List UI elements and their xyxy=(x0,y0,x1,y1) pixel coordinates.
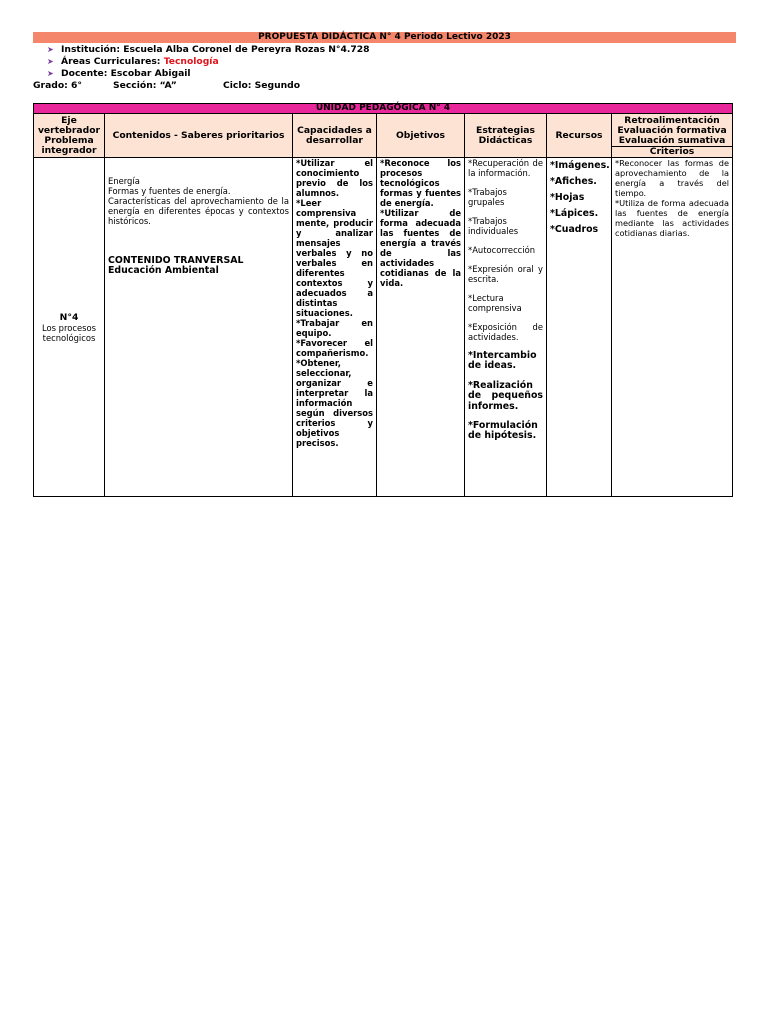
header-recursos: Recursos xyxy=(547,114,612,158)
contenido-item: Energía xyxy=(108,176,140,186)
arrow-bullet-icon: ➤ xyxy=(47,57,54,66)
capacidad-item: *Favorecer el compañerismo. xyxy=(296,338,373,358)
header-contenidos: Contenidos - Saberes prioritarios xyxy=(105,114,293,158)
contenido-transversal-title: CONTENIDO TRANVERSAL xyxy=(108,255,244,266)
grado: Grado: 6° xyxy=(33,80,83,91)
estrategia-item: *Exposición de actividades. xyxy=(468,322,543,342)
header-capacidades: Capacidades a desarrollar xyxy=(293,114,377,158)
ciclo: Ciclo: Segundo xyxy=(223,80,301,91)
recurso-item: *Hojas xyxy=(550,192,585,203)
header-objetivos: Objetivos xyxy=(377,114,465,158)
estrategia-item: *Expresión oral y escrita. xyxy=(468,264,543,284)
eje-text: Los procesos tecnológicos xyxy=(42,322,96,343)
criterio-item: *Reconocer las formas de aprovechamiento de la energía a través del tiempo. xyxy=(615,158,730,198)
docente-line: ➤ Docente: Escobar Abigail xyxy=(47,68,191,79)
estrategia-item: *Realización de pequeños informes. xyxy=(468,379,543,412)
estrategia-item: *Trabajos individuales xyxy=(468,216,519,236)
criterios-cell xyxy=(612,158,733,497)
estrategia-item: *Lectura comprensiva xyxy=(468,293,522,313)
header-estrategias: Estrategias Didácticas xyxy=(465,114,547,158)
capacidad-item: *Obtener, seleccionar, organizar e interpretar la información según diversos criterios y objetivos precisos. xyxy=(296,358,373,448)
objetivo-item: *Utilizar de forma adecuada las fuentes de energía a través de las actividades cotidianas de la vida. xyxy=(380,208,461,288)
criterio-item: *Utiliza de forma adecuada las fuentes de energía mediante las actividades cotidianas diarias. xyxy=(615,198,730,238)
recurso-item: *Lápices. xyxy=(550,208,599,219)
objetivos-cell xyxy=(377,158,465,497)
estrategia-item: *Autocorrección xyxy=(468,245,536,255)
seccion: Sección: “A” xyxy=(113,80,177,91)
document-title: PROPUESTA DIDÁCTICA N° 4 Periodo Lectivo 2023 xyxy=(33,32,736,43)
institucion-line: ➤ Institución: Escuela Alba Coronel de Pereyra Rozas N°4.728 xyxy=(47,44,370,55)
unit-title: UNIDAD PEDAGÓGICA N° 4 xyxy=(34,104,733,114)
objetivo-item: *Reconoce los procesos tecnológicos formas y fuentes de energía. xyxy=(380,158,461,208)
header-retro: Retroalimentación Evaluación formativa Evaluación sumativa Criterios xyxy=(612,114,733,158)
recurso-item: *Imágenes. xyxy=(550,160,610,171)
capacidad-item: *Utilizar el conocimiento previo de los alumnos. xyxy=(296,158,373,198)
estrategia-item: *Formulación de hipótesis. xyxy=(468,420,538,442)
contenido-transversal-value: Educación Ambiental xyxy=(108,265,219,277)
header-eje: Eje vertebrador Problema integrador xyxy=(34,114,105,158)
eje-number: N°4 xyxy=(59,311,79,323)
header-criterios: Criterios xyxy=(612,146,732,157)
recurso-item: *Cuadros xyxy=(550,224,599,235)
didactic-table xyxy=(33,103,733,497)
recurso-item: *Afiches. xyxy=(550,176,597,187)
capacidades-cell xyxy=(293,158,377,497)
arrow-bullet-icon: ➤ xyxy=(47,69,54,78)
estrategia-item: *Recuperación de la información. xyxy=(468,158,543,178)
estrategias-cell xyxy=(465,158,547,497)
recursos-cell xyxy=(547,158,612,497)
contenido-item: Características del aprovechamiento de la energía en diferentes épocas y contextos históricos. xyxy=(108,196,289,226)
grado-line xyxy=(33,80,300,92)
estrategia-item: *Trabajos grupales xyxy=(468,187,507,207)
areas-line: ➤ Áreas Curriculares: Tecnología xyxy=(47,56,219,67)
capacidad-item: *Leer comprensiva mente, producir y analizar mensajes verbales y no verbales en diferentes contextos y adecuados a distintas situaciones. xyxy=(296,198,373,318)
capacidad-item: *Trabajar en equipo. xyxy=(296,318,373,338)
areas-value: Tecnología xyxy=(163,56,219,67)
estrategia-item: *Intercambio de ideas. xyxy=(468,350,537,372)
eje-cell xyxy=(34,158,105,497)
contenidos-cell xyxy=(105,158,293,497)
arrow-bullet-icon: ➤ xyxy=(47,45,54,54)
contenido-item: Formas y fuentes de energía. xyxy=(108,186,231,196)
